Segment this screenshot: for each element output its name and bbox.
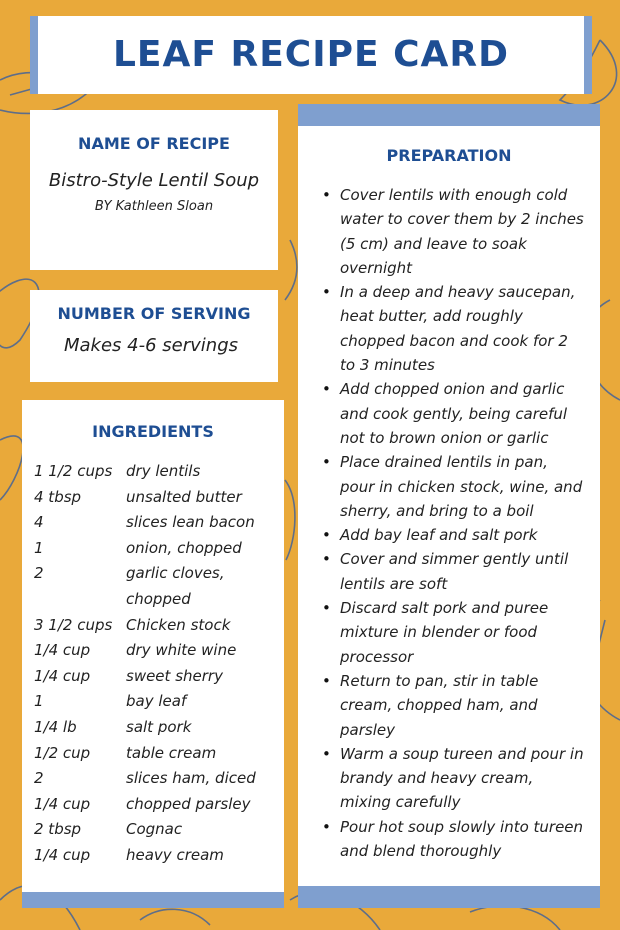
- servings-card: [30, 290, 278, 382]
- servings-text: Makes 4-6 servings: [64, 335, 238, 356]
- ingredients-card: [22, 400, 284, 908]
- recipe-author: BY Kathleen Sloan: [94, 199, 214, 214]
- ingredient-quantity: 1/4 cup: [34, 666, 91, 685]
- ingredient-row: [22, 766, 284, 792]
- ingredients-list: [22, 459, 284, 869]
- page-title: LEAF RECIPE CARD: [112, 34, 510, 75]
- preparation-step: • Warm a soup tureen and pour in brandy and heavy cream, mixing carefully: [320, 742, 586, 815]
- ingredient-quantity: 4 tbsp: [34, 487, 82, 506]
- ingredient-row: [22, 792, 284, 818]
- ingredient-item: Cognac: [126, 820, 183, 839]
- preparation-step: • Pour hot soup slowly into tureen and blend thoroughly: [320, 815, 586, 864]
- ingredient-quantity: 1/4 cup: [34, 641, 91, 660]
- ingredients-heading: INGREDIENTS: [92, 422, 214, 441]
- preparation-steps: [298, 183, 600, 863]
- ingredient-row: [22, 638, 284, 664]
- recipe-name-heading: NAME OF RECIPE: [78, 134, 230, 153]
- ingredient-item: sweet sherry: [126, 666, 223, 685]
- ingredient-quantity: 1: [34, 538, 44, 557]
- ingredient-item: table cream: [126, 743, 217, 762]
- ingredient-item: dry lentils: [126, 462, 201, 480]
- ingredient-quantity: 1/4 lb: [34, 717, 77, 736]
- preparation-step: • In a deep and heavy saucepan, heat butter, add roughly chopped bacon and cook for 2 to 3 minutes: [320, 280, 586, 377]
- ingredient-item: bay leaf: [126, 692, 187, 711]
- ingredient-item: onion, chopped: [126, 538, 242, 557]
- ingredient-row: [22, 741, 284, 767]
- ingredient-item: slices lean bacon: [126, 513, 255, 532]
- ingredient-item: chopped parsley: [126, 794, 251, 813]
- ingredient-item: heavy cream: [126, 845, 224, 864]
- ingredient-row: [22, 485, 284, 511]
- ingredient-item: dry white wine: [126, 641, 237, 660]
- ingredient-quantity: 1/4 cup: [34, 794, 91, 813]
- ingredient-row: [22, 561, 284, 612]
- ingredient-row: [22, 510, 284, 536]
- ingredient-quantity: 1/4 cup: [34, 845, 91, 864]
- preparation-step: • Add chopped onion and garlic and cook gently, being careful not to brown onion or garlic: [320, 377, 586, 450]
- ingredient-row: [22, 613, 284, 639]
- ingredient-quantity: 4: [34, 513, 44, 532]
- preparation-step: • Cover and simmer gently until lentils are soft: [320, 547, 586, 596]
- ingredient-quantity: 2: [34, 769, 44, 788]
- preparation-step: • Add bay leaf and salt pork: [320, 523, 586, 547]
- ingredient-row: [22, 817, 284, 843]
- ingredient-row: [22, 536, 284, 562]
- ingredient-row: [22, 715, 284, 741]
- ingredient-item: Chicken stock: [126, 615, 231, 634]
- ingredient-quantity: 1/2 cup: [34, 743, 91, 762]
- ingredient-quantity: 1: [34, 692, 44, 711]
- preparation-step: • Place drained lentils in pan, pour in chicken stock, wine, and sherry, and bring to a boil: [320, 450, 586, 523]
- ingredient-quantity: 2 tbsp: [34, 820, 82, 839]
- ingredient-row: [22, 689, 284, 715]
- ingredient-item: slices ham, diced: [126, 769, 256, 788]
- ingredient-quantity: 3 1/2 cups: [34, 615, 113, 634]
- preparation-heading: PREPARATION: [386, 146, 512, 165]
- ingredient-row: [22, 843, 284, 869]
- preparation-step: • Discard salt pork and puree mixture in blender or food processor: [320, 596, 586, 669]
- preparation-step: • Return to pan, stir in table cream, chopped ham, and parsley: [320, 669, 586, 742]
- ingredient-item: garlic cloves, chopped: [126, 564, 225, 608]
- recipe-name-card: [30, 110, 278, 270]
- title-card: [30, 16, 592, 94]
- ingredient-item: salt pork: [126, 717, 192, 736]
- ingredient-item: unsalted butter: [126, 487, 242, 506]
- ingredient-quantity: 1 1/2 cups: [34, 462, 113, 480]
- ingredient-quantity: 2: [34, 564, 44, 583]
- preparation-step: • Cover lentils with enough cold water to cover them by 2 inches (5 cm) and leave to soak overnight: [320, 183, 586, 280]
- preparation-card: [298, 104, 600, 908]
- servings-heading: NUMBER OF SERVING: [57, 304, 251, 323]
- ingredient-row: [22, 459, 284, 485]
- ingredient-row: [22, 664, 284, 690]
- recipe-name: Bistro-Style Lentil Soup: [48, 170, 260, 191]
